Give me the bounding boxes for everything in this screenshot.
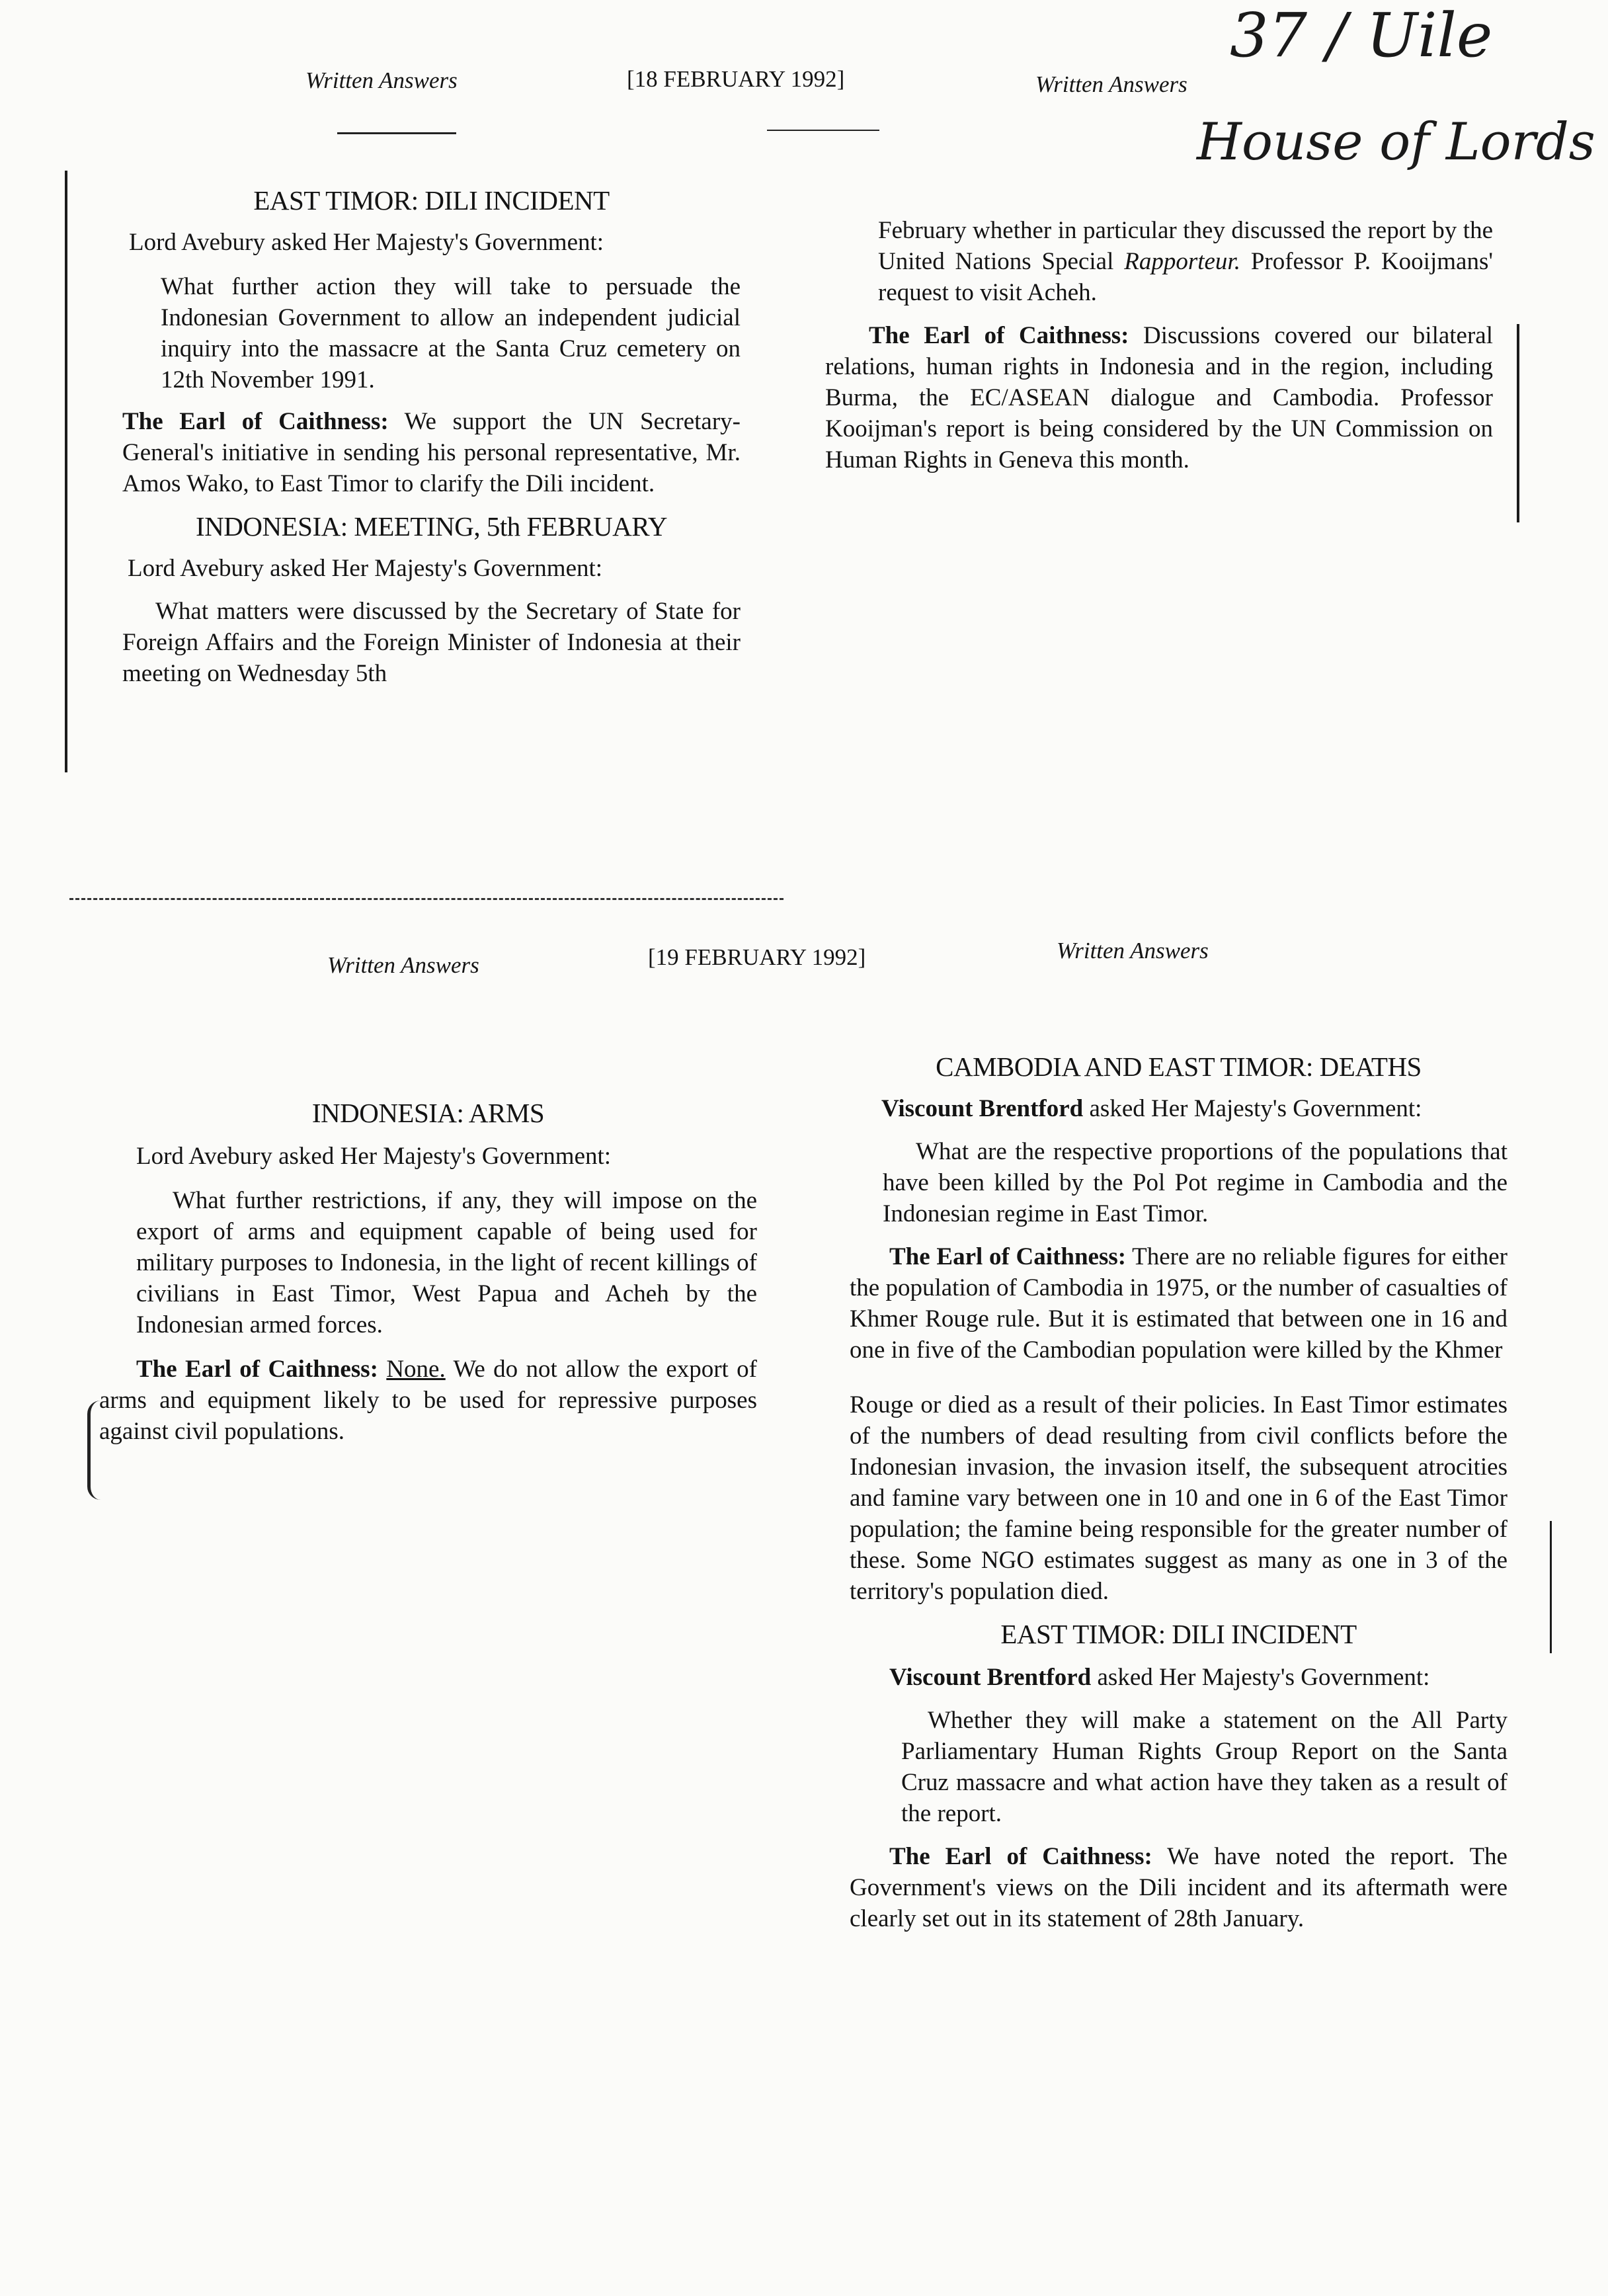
page2-dili-asker: Viscount Brentford asked Her Majesty's Government: bbox=[889, 1664, 1430, 1691]
page2-arms-answer: The Earl of Caithness: None. We do not allow the export of arms and equipment likely to be used for repressive purposes against civil populations. bbox=[99, 1356, 757, 1445]
page2-arms-answer-first: None. bbox=[386, 1356, 446, 1383]
page2-arms-asker: Lord Avebury asked Her Majesty's Government: bbox=[136, 1143, 612, 1170]
page2-dili-answer: The Earl of Caithness: We have noted the report. The Government's views on the Dili incident and its aftermath were clearly set out in its statement of 28th January. bbox=[850, 1843, 1508, 1932]
page1-meeting-question-part1: What matters were discussed by the Secretary of State for Foreign Affairs and the Foreign Minister of Indonesia at their meeting on Wednesday 5th bbox=[122, 598, 741, 687]
handwritten-reference: 37 / Uile bbox=[1230, 0, 1493, 71]
page2-arms-answer-speaker: The Earl of Caithness: bbox=[136, 1356, 378, 1383]
page2-deaths-answer-part2: Rouge or died as a result of their policies. In East Timor estimates of the numbers of dead resulting from civil conflicts before the Indonesian invasion, the invasion itself, the subsequent atrocities and famine vary between one in 10 and one in 6 of the East Timor population; the famine being responsible for the greater number of these. Some NGO estimates suggest as many as one in 3 of the territory's population died. bbox=[850, 1391, 1508, 1605]
page1-dili-answer-speaker: The Earl of Caithness: bbox=[122, 408, 389, 435]
page2-deaths-asker: Viscount Brentford asked Her Majesty's Government: bbox=[881, 1095, 1422, 1122]
page1-meeting-answer: The Earl of Caithness: Discussions covered our bilateral relations, human rights in Indonesia and in the region, including Burma, the EC/ASEAN dialogue and Cambodia. Professor Kooijman's report is being considered by the UN Commission on Human Rights in Geneva this month. bbox=[825, 322, 1494, 473]
page2-deaths-question: What are the respective proportions of the populations that have been killed by the Pol Pot regime in Cambodia and the Indonesian regime in East Timor. bbox=[883, 1138, 1508, 1227]
page2-arms-heading: INDONESIA: ARMS bbox=[311, 1098, 545, 1128]
page1-dili-answer: The Earl of Caithness: We support the UN Secretary-General's initiative in sending his personal representative, Mr. Amos Wako, to East Timor to clarify the Dili incident. bbox=[122, 408, 741, 497]
page1-dili-question: What further action they will take to persuade the Indonesian Government to allow an independent judicial inquiry into the massacre at the Santa Cruz cemetery on 12th November 1991. bbox=[161, 273, 741, 393]
page1-margin-bar-left bbox=[65, 171, 67, 772]
page2-deaths-heading: CAMBODIA AND EAST TIMOR: DEATHS bbox=[936, 1051, 1422, 1082]
handwritten-source: House of Lords bbox=[1197, 112, 1595, 172]
page2-left-column bbox=[99, 1098, 757, 1447]
page1-margin-bar-right bbox=[1517, 324, 1519, 522]
page2-margin-bracket bbox=[87, 1401, 102, 1500]
page1-dili-asker: Lord Avebury asked Her Majesty's Government: bbox=[129, 229, 604, 256]
page2-header-date: [19 FEBRUARY 1992] bbox=[648, 944, 866, 970]
page1-meeting-question-part2: February whether in particular they discussed the report by the United Nations Special Rapporteur. Professor P. Kooijmans' request to visit Acheh. bbox=[878, 217, 1494, 306]
page1-header-left: Written Answers bbox=[305, 67, 458, 93]
page1-header-rule-left bbox=[337, 132, 456, 134]
page2-right-column bbox=[850, 1051, 1508, 1934]
page1-header-date: [18 FEBRUARY 1992] bbox=[627, 66, 845, 92]
page1-left-column bbox=[122, 185, 741, 689]
page2-deaths-answer-part1: The Earl of Caithness: There are no reliable figures for either the population of Cambodia in 1975, or the number of casualties of Khmer Rouge rule. But it is estimated that between one in 16 and one in five of the Cambodian population were killed by the Khmer bbox=[850, 1243, 1508, 1364]
page2-header-right: Written Answers bbox=[1057, 938, 1209, 964]
page2-arms-question: What further restrictions, if any, they will impose on the export of arms and equipment capable of being used for military purposes to Indonesia, in the light of recent killings of civilians in East Timor, West Papua and Acheh by the Indonesian armed forces. bbox=[136, 1187, 757, 1338]
page1-meeting-heading: INDONESIA: MEETING, 5th FEBRUARY bbox=[196, 511, 667, 542]
page2-dili-question: Whether they will make a statement on the All Party Parliamentary Human Rights Group Report on the Santa Cruz massacre and what action have they taken as a result of the report. bbox=[901, 1707, 1508, 1827]
page2-dili-heading: EAST TIMOR: DILI INCIDENT bbox=[1000, 1619, 1357, 1649]
page1-meeting-asker: Lord Avebury asked Her Majesty's Government: bbox=[128, 555, 603, 582]
clipping-separator bbox=[69, 898, 784, 900]
page2-margin-bar-right bbox=[1550, 1521, 1552, 1653]
page1-right-column bbox=[825, 215, 1493, 475]
page1-header-rule-right bbox=[767, 130, 879, 131]
page1-meeting-answer-speaker: The Earl of Caithness: bbox=[869, 322, 1129, 349]
page2-deaths-answer-speaker: The Earl of Caithness: bbox=[889, 1243, 1127, 1270]
page1-header-right: Written Answers bbox=[1035, 71, 1187, 97]
page2-dili-answer-speaker: The Earl of Caithness: bbox=[889, 1843, 1152, 1870]
page2-header-left: Written Answers bbox=[327, 952, 479, 978]
page1-dili-heading: EAST TIMOR: DILI INCIDENT bbox=[253, 185, 610, 216]
